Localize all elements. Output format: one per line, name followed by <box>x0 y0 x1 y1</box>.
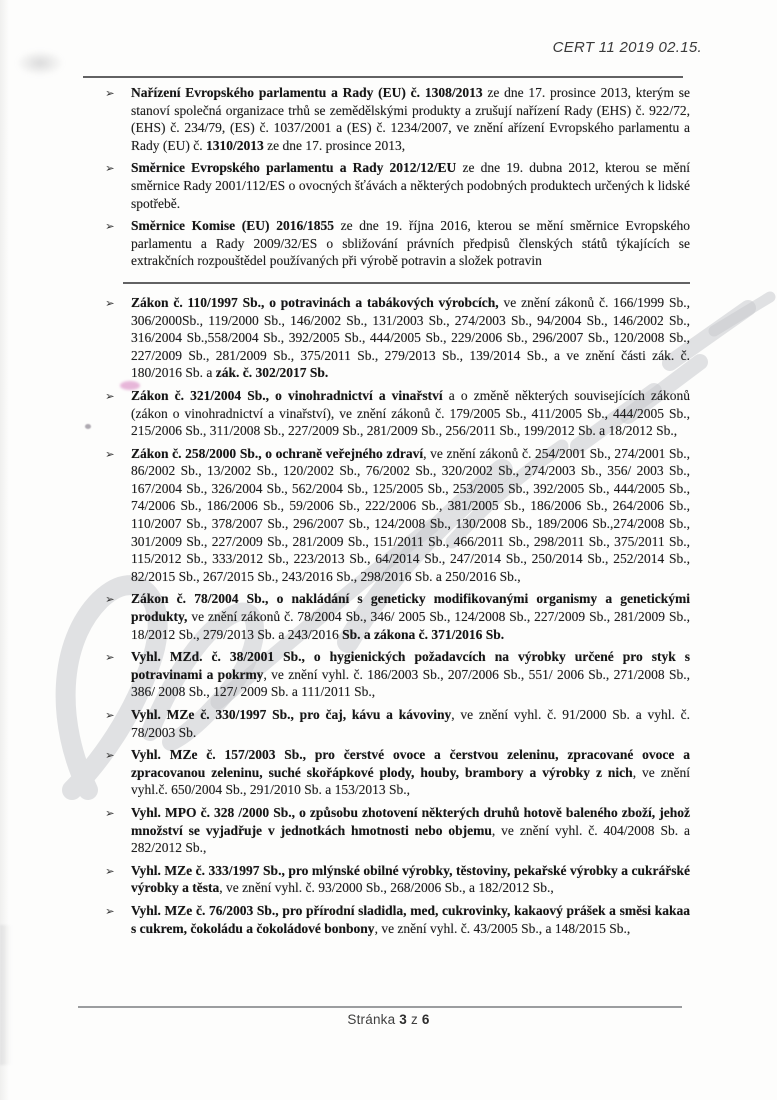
list-item-text: Vyhl. MZe č. 76/2003 Sb., pro přírodní sladidla, med, cukrovinky, kakaový prášek a směsi kakaa s cukrem, čokoládu a čokoládové bonbony, ve znění vyhl. č. 43/2005 Sb., a 148/2015 Sb., <box>131 902 690 936</box>
list-item-text: Nařízení Evropského parlamentu a Rady (EU) č. 1308/2013 ze dne 17. prosince 2013, kterým se stanoví společná organizace trhů se zemědělskými produkty a zrušují nařízení Rady (EHS) č. 922/72, (EHS) č. 234/79, (ES) č. 1037/2001 a (ES) č. 1234/2007, ve znění ařízení Evropského parlamentu a Rady (EU) č. 1310/2013 ze dne 17. prosince 2013, <box>131 85 690 153</box>
arrow-bullet-icon: ➢ <box>105 388 115 403</box>
footer-rule <box>78 1006 682 1008</box>
arrow-bullet-icon: ➢ <box>105 219 115 234</box>
list-item <box>105 387 690 440</box>
list-item-text: Zákon č. 258/2000 Sb., o ochraně veřejného zdraví, ve znění zákonů č. 254/2001 Sb., 274/2001 Sb., 86/2002 Sb., 13/2002 Sb., 120/2002 Sb., 76/2002 Sb., 320/2002 Sb., 274/2003 Sb., 356/ 2003 Sb., 167/2004 Sb., 326/2004 Sb., 562/2004 Sb., 125/2005 Sb., 253/2005 Sb., 392/2005 Sb., 444/2005 Sb., 74/2006 Sb., 186/2006 Sb., 59/2006 Sb., 222/2006 Sb., 381/2005 Sb., 186/2006 Sb., 264/2006 Sb., 110/2007 Sb., 378/2007 Sb., 296/2007 Sb., 124/2008 Sb., 130/2008 Sb., 189/2006 Sb.,274/2008 Sb., 301/2009 Sb., 227/2009 Sb., 281/2009 Sb., 151/2011 Sb., 466/2011 Sb., 298/2011 Sb., 375/2011 Sb., 115/2012 Sb., 333/2012 Sb., 223/2013 Sb., 64/2014 Sb., 247/2014 Sb., 250/2014 Sb., 252/2014 Sb., 82/2015 Sb., 267/2015 Sb., 243/2016 Sb., 298/2016 Sb. a 250/2016 Sb., <box>131 445 690 584</box>
document-body <box>105 84 690 942</box>
list-item-text: Vyhl. MZd. č. 38/2001 Sb., o hygienických požadavcích na výrobky určené pro styk s potravinami a pokrmy, ve znění vyhl. č. 186/2003 Sb., 207/2006 Sb., 551/ 2006 Sb., 271/2008 Sb., 386/ 2008 Sb., 127/ 2009 Sb. a 111/2011 Sb., <box>131 649 690 700</box>
arrow-bullet-icon: ➢ <box>105 748 115 763</box>
list-item-text: Vyhl. MZe č. 157/2003 Sb., pro čerstvé ovoce a čerstvou zeleninu, zpracované ovoce a zpracovanou zeleninu, suché skořápkové plody, houby, brambory a výrobky z nich, ve znění vyhl.č. 650/2004 Sb., 291/2010 Sb. a 153/2013 Sb., <box>131 747 690 798</box>
list-item-text: Směrnice Komise (EU) 2016/1855 ze dne 19. října 2016, kterou se mění směrnice Evropského parlamentu a Rady 2009/32/ES o sbližování právních předpisů členských států týkajících se extrakčních rozpouštědel používaných při výrobě potravin a složek potravin <box>131 218 691 269</box>
page-number-line <box>0 1012 777 1027</box>
arrow-bullet-icon: ➢ <box>105 86 115 100</box>
list-item <box>105 294 690 382</box>
list-item <box>105 445 690 586</box>
header-reference: CERT 11 2019 02.15. <box>552 39 702 56</box>
list-item-text: Zákon č. 321/2004 Sb., o vinohradnictví a vinařství a o změně některých souvisejících zákonů (zákon o vinohradnictví a vinařství), ve znění zákonů č. 179/2005 Sb., 411/2005 Sb., 444/2005 Sb., 215/2006 Sb., 311/2008 Sb., 227/2009 Sb., 281/2009 Sb., 256/2011 Sb., 199/2012 Sb. a 18/2012 Sb., <box>131 387 690 439</box>
list-item-text: Vyhl. MZe č. 333/1997 Sb., pro mlýnské obilné výrobky, těstoviny, pekařské výrobky a cukrářské výrobky a těsta, ve znění vyhl. č. 93/2000 Sb., 268/2006 Sb., a 182/2012 Sb., <box>131 862 690 896</box>
list-item <box>105 804 690 857</box>
list-item-text: Směrnice Evropského parlamentu a Rady 2012/12/EU ze dne 19. dubna 2012, kterou se mění směrnice Rady 2001/112/ES o ovocných šťávách a některých podobných produktech určených k lidské spotřebě. <box>131 160 690 211</box>
list-item <box>105 746 690 799</box>
arrow-bullet-icon: ➢ <box>105 592 115 607</box>
arrow-bullet-icon: ➢ <box>105 446 115 461</box>
section-divider <box>123 282 690 284</box>
footer-of: z <box>407 1012 422 1027</box>
list-item <box>105 902 690 937</box>
arrow-bullet-icon: ➢ <box>105 805 115 820</box>
list-item-text: Vyhl. MPO č. 328 /2000 Sb., o způsobu zhotovení některých druhů hotově baleného zboží, jehož množství se vyjadřuje v jednotkách hmotnosti nebo objemu, ve znění vyhl. č. 404/2008 Sb. a 282/2012 Sb., <box>131 804 690 856</box>
footer-prefix: Stránka <box>347 1012 400 1027</box>
footer-page-number: 3 <box>399 1012 408 1027</box>
arrow-bullet-icon: ➢ <box>105 650 115 665</box>
list-item <box>105 84 690 154</box>
page-footer <box>0 1006 777 1027</box>
list-item <box>105 590 690 643</box>
arrow-bullet-icon: ➢ <box>105 863 115 878</box>
footer-page-total: 6 <box>421 1012 430 1027</box>
arrow-bullet-icon: ➢ <box>105 295 115 310</box>
list-item-text: Zákon č. 110/1997 Sb., o potravinách a tabákových výrobcích, ve znění zákonů č. 166/1999 Sb., 306/2000Sb., 119/2000 Sb., 146/2002 Sb., 131/2003 Sb., 274/2003 Sb., 94/2004 Sb., 146/2002 Sb., 316/2004 Sb.,558/2004 Sb., 392/2005 Sb., 444/2005 Sb., 229/2006 Sb., 296/2007 Sb., 120/2008 Sb., 227/2009 Sb., 281/2009 Sb., 375/2011 Sb., 279/2013 Sb., 139/2014 Sb., a ve znění části zák. č. 180/2016 Sb. a zák. č. 302/2017 Sb. <box>131 294 690 381</box>
list-item-text: Vyhl. MZe č. 330/1997 Sb., pro čaj, kávu a kávoviny, ve znění vyhl. č. 91/2000 Sb. a vyhl. č. 78/2003 Sb. <box>131 707 691 740</box>
header-rule <box>83 76 683 78</box>
list-item <box>105 217 690 270</box>
national-legislation-list <box>105 294 690 937</box>
arrow-bullet-icon: ➢ <box>105 903 115 918</box>
list-item <box>105 706 690 741</box>
list-item <box>105 159 690 212</box>
list-item-text: Zákon č. 78/2004 Sb., o nakládání s geneticky modifikovanými organismy a genetickými produkty, ve znění zákonů č. 78/2004 Sb., 346/ 2005 Sb., 124/2008 Sb., 227/2009 Sb., 281/2009 Sb., 18/2012 Sb., 279/2013 Sb. a 243/2016 Sb. a zákona č. 371/2016 Sb. <box>131 591 690 642</box>
arrow-bullet-icon: ➢ <box>105 708 115 722</box>
eu-legislation-list <box>105 84 690 270</box>
arrow-bullet-icon: ➢ <box>105 161 115 176</box>
list-item <box>105 862 690 897</box>
list-item <box>105 648 690 701</box>
